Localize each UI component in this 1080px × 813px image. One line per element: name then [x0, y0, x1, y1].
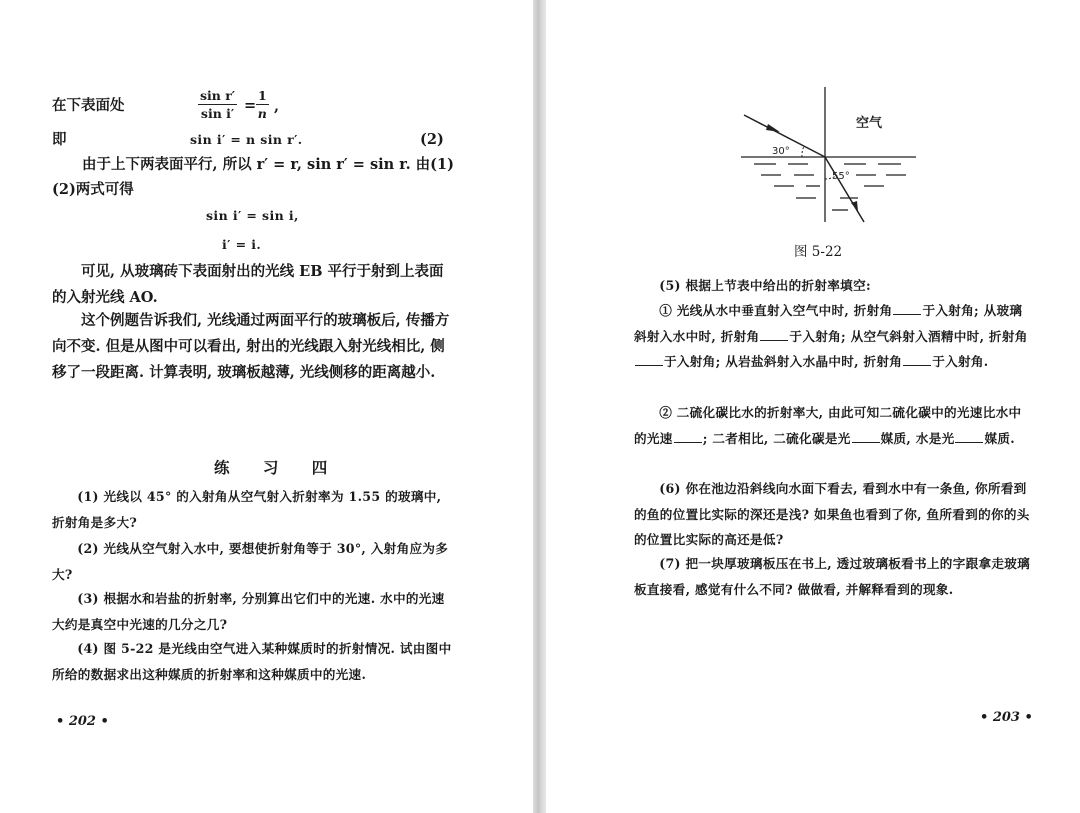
- blank-5[interactable]: [674, 430, 702, 443]
- exercise-4: (4) 图 5-22 是光线由空气进入某种媒质时的折射情况. 试由图中所给的数据求出这种媒质的折射率和这种媒质中的光速.: [52, 641, 452, 682]
- exercise-6: (6) 你在池边沿斜线向水面下看去, 看到水中有一条鱼, 你所看到的鱼的位置比实际的深还是浅? 如果鱼也看到了你, 鱼所看到的你的头的位置比实际的高还是低?: [634, 481, 1030, 547]
- exercise-5-item-2: ② 二硫化碳比水的折射率大, 由此可知二硫化碳中的光速比水中的光速 ; 二者相比, 二硫化碳是光 媒质, 水是光 媒质.: [634, 405, 1022, 446]
- equals-sign: =: [244, 97, 257, 114]
- water-hatching: [754, 164, 906, 210]
- refracted-ray: [825, 157, 864, 222]
- exercise-2: (2) 光线从空气射入水中, 要想使折射角等于 30°, 入射角应为多大?: [52, 541, 449, 582]
- paragraph-1-line-1: 由于上下两表面平行, 所以 r′ = r, sin r′ = sin r. 由(1): [82, 156, 454, 173]
- ji-label: 即: [52, 131, 67, 148]
- equation-4: i′ = i.: [222, 237, 262, 252]
- refraction-figure: [736, 82, 926, 232]
- fraction-comma: ,: [274, 98, 280, 115]
- figure-caption: 图 5-22: [794, 244, 843, 260]
- exercise-5-intro: (5) 根据上节表中给出的折射率填空:: [659, 278, 871, 293]
- label-air: 空气: [856, 116, 883, 131]
- right-page: [546, 0, 1080, 813]
- equation-3: sin i′ = sin i,: [206, 208, 299, 223]
- blank-2[interactable]: [760, 328, 788, 341]
- exercise-5-item-1: ① 光线从水中垂直射入空气中时, 折射角 于入射角; 从玻璃斜射入水中时, 折射角 于入射角; 从空气斜射入酒精中时, 折射角于入射角; 从岩盐斜射入水晶中时, 折射角 于入射角.: [634, 303, 1028, 369]
- paragraph-2: 可见, 从玻璃砖下表面射出的光线 EB 平行于射到上表面的入射光线 AO.: [52, 263, 444, 306]
- paragraph-3: 这个例题告诉我们, 光线通过两面平行的玻璃板后, 传播方向不变. 但是从图中可以看出, 射出的光线跟入射光线相比, 侧移了一段距离. 计算表明, 玻璃板越薄, 光线侧移的距离越小.: [52, 312, 450, 381]
- blank-6[interactable]: [852, 430, 880, 443]
- exercise-3: (3) 根据水和岩盐的折射率, 分别算出它们中的光速. 水中的光速大约是真空中光速的几分之几?: [52, 591, 445, 632]
- equation-2: sin i′ = n sin r′.: [190, 132, 303, 147]
- page-number-right: • 203 •: [980, 710, 1033, 725]
- fraction-sinr-over-sini: $\frac{\text{sin r′}}{\text{sin i′}}$: [200, 88, 236, 121]
- refraction-diagram: [736, 82, 926, 232]
- left-page: [0, 0, 533, 813]
- blank-7[interactable]: [955, 430, 983, 443]
- page-number-left: • 202 •: [56, 714, 109, 729]
- blank-4[interactable]: [903, 353, 931, 366]
- angle-arc-30: [802, 146, 804, 157]
- label-angle-30: 30°: [772, 146, 790, 157]
- exercise-1: (1) 光线以 45° 的入射角从空气射入折射率为 1.55 的玻璃中, 折射角是多大?: [52, 489, 442, 530]
- blank-1[interactable]: [893, 302, 921, 315]
- label-angle-55: 55°: [832, 171, 850, 182]
- paragraph-1-line-2: (2)两式可得: [52, 181, 134, 198]
- exercise-7: (7) 把一块厚玻璃板压在书上, 透过玻璃板看书上的字跟拿走玻璃板直接看, 感觉有什么不同? 做做看, 并解释看到的现象.: [634, 556, 1031, 597]
- formula-label: 在下表面处: [52, 97, 125, 114]
- exercise-heading: 练 习 四: [214, 458, 342, 477]
- equation-2-number: (2): [420, 131, 444, 148]
- book-gutter: [533, 0, 546, 813]
- blank-3[interactable]: [635, 353, 663, 366]
- fraction-one-over-n: $\frac{1}{n}$: [257, 88, 267, 121]
- incident-arrow: [766, 124, 780, 132]
